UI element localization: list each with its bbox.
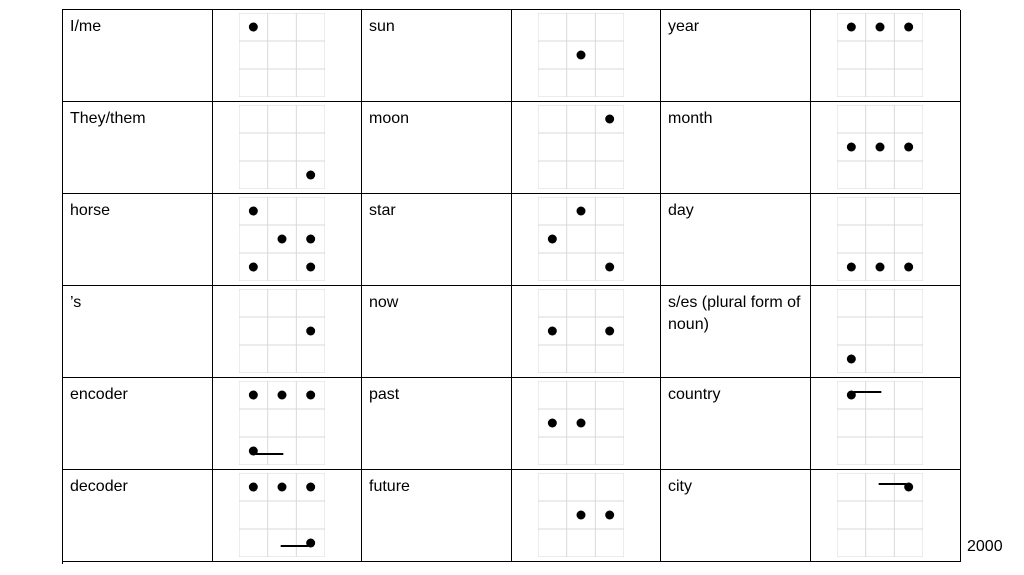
symbol-cell	[213, 10, 362, 102]
word-cell	[661, 102, 811, 194]
symbol-cell	[213, 102, 362, 194]
symbol-stroke	[253, 451, 283, 454]
symbol-table	[62, 9, 960, 564]
word-label: city	[668, 478, 692, 495]
symbol-dot	[904, 23, 913, 32]
symbol-icon	[538, 197, 624, 281]
symbol-stroke	[281, 543, 311, 546]
word-cell	[63, 102, 213, 194]
word-label: horse	[70, 202, 111, 219]
word-label: moon	[369, 110, 410, 127]
word-label: I/me	[70, 18, 102, 35]
symbol-cell	[811, 10, 961, 102]
symbol-dot	[605, 511, 614, 520]
symbol-dot	[577, 419, 586, 428]
word-label: country	[668, 386, 721, 403]
symbol-dot	[577, 207, 586, 216]
symbol-icon	[837, 473, 923, 557]
symbol-dot	[249, 483, 258, 492]
symbol-icon	[538, 105, 624, 189]
symbol-dot	[306, 235, 315, 244]
symbol-dot	[847, 355, 856, 364]
symbol-icon	[538, 473, 624, 557]
symbol-cell	[811, 286, 961, 378]
word-cell	[362, 194, 512, 286]
symbol-icon	[538, 13, 624, 97]
word-cell	[362, 378, 512, 470]
word-label: encoder	[70, 386, 128, 403]
word-cell	[63, 470, 213, 562]
symbol-cell	[213, 286, 362, 378]
word-cell	[661, 378, 811, 470]
symbol-icon	[239, 197, 325, 281]
word-cell	[661, 10, 811, 102]
symbol-dot	[249, 391, 258, 400]
symbol-dot	[876, 263, 885, 272]
symbol-dot	[306, 263, 315, 272]
symbol-dot	[904, 143, 913, 152]
symbol-stroke	[879, 484, 909, 487]
symbol-cell	[512, 194, 661, 286]
symbol-stroke	[851, 392, 881, 395]
symbol-dot	[904, 263, 913, 272]
word-label: star	[369, 202, 396, 219]
symbol-icon	[837, 289, 923, 373]
symbol-cell	[213, 194, 362, 286]
word-label: now	[369, 294, 399, 311]
symbol-dot	[278, 483, 287, 492]
symbol-dot	[306, 483, 315, 492]
word-cell	[362, 286, 512, 378]
symbol-icon	[239, 473, 325, 557]
word-cell	[63, 10, 213, 102]
symbol-dot	[577, 511, 586, 520]
word-label: year	[668, 18, 700, 35]
symbol-dot	[577, 51, 586, 60]
word-label: sun	[369, 18, 395, 35]
symbol-dot	[306, 391, 315, 400]
word-label: s/es (plural form of noun)	[668, 294, 801, 333]
word-cell	[362, 470, 512, 562]
word-label: past	[369, 386, 400, 403]
symbol-cell	[213, 470, 362, 562]
word-cell	[661, 470, 811, 562]
symbol-dot	[847, 143, 856, 152]
symbol-dot	[548, 327, 557, 336]
symbol-icon	[538, 289, 624, 373]
word-cell	[63, 194, 213, 286]
symbol-dot	[306, 171, 315, 180]
symbol-dot	[306, 327, 315, 336]
symbol-cell	[512, 378, 661, 470]
word-label: month	[668, 110, 713, 127]
symbol-dot	[876, 143, 885, 152]
symbol-dot	[605, 327, 614, 336]
symbol-cell	[811, 470, 961, 562]
symbol-icon	[837, 13, 923, 97]
symbol-cell	[213, 378, 362, 470]
symbol-icon	[837, 381, 923, 465]
symbol-icon	[837, 197, 923, 281]
word-cell	[661, 194, 811, 286]
symbol-dot	[278, 391, 287, 400]
symbol-cell	[811, 102, 961, 194]
symbol-icon	[837, 105, 923, 189]
symbol-dot	[548, 235, 557, 244]
symbol-icon	[239, 289, 325, 373]
symbol-cell	[512, 102, 661, 194]
word-cell	[661, 286, 811, 378]
symbol-cell	[512, 286, 661, 378]
symbol-cell	[811, 194, 961, 286]
symbol-cell	[512, 10, 661, 102]
symbol-icon	[239, 13, 325, 97]
symbol-dot	[847, 263, 856, 272]
symbol-dot	[847, 23, 856, 32]
symbol-dot	[278, 235, 287, 244]
symbol-dot	[876, 23, 885, 32]
word-label: ’s	[70, 294, 82, 311]
symbol-icon	[239, 105, 325, 189]
word-cell	[362, 102, 512, 194]
symbol-icon	[538, 381, 624, 465]
symbol-dot	[249, 263, 258, 272]
symbol-dot	[249, 207, 258, 216]
symbol-cell	[512, 470, 661, 562]
symbol-cell	[811, 378, 961, 470]
symbol-dot	[605, 263, 614, 272]
symbol-dot	[249, 23, 258, 32]
word-label: They/them	[70, 110, 146, 127]
symbol-dot	[605, 115, 614, 124]
word-cell	[362, 10, 512, 102]
word-label: future	[369, 478, 410, 495]
word-cell	[63, 378, 213, 470]
symbol-dot	[548, 419, 557, 428]
symbol-icon	[239, 381, 325, 465]
page-number: 2000	[967, 538, 1003, 555]
word-label: decoder	[70, 478, 128, 495]
word-cell	[63, 286, 213, 378]
word-label: day	[668, 202, 694, 219]
